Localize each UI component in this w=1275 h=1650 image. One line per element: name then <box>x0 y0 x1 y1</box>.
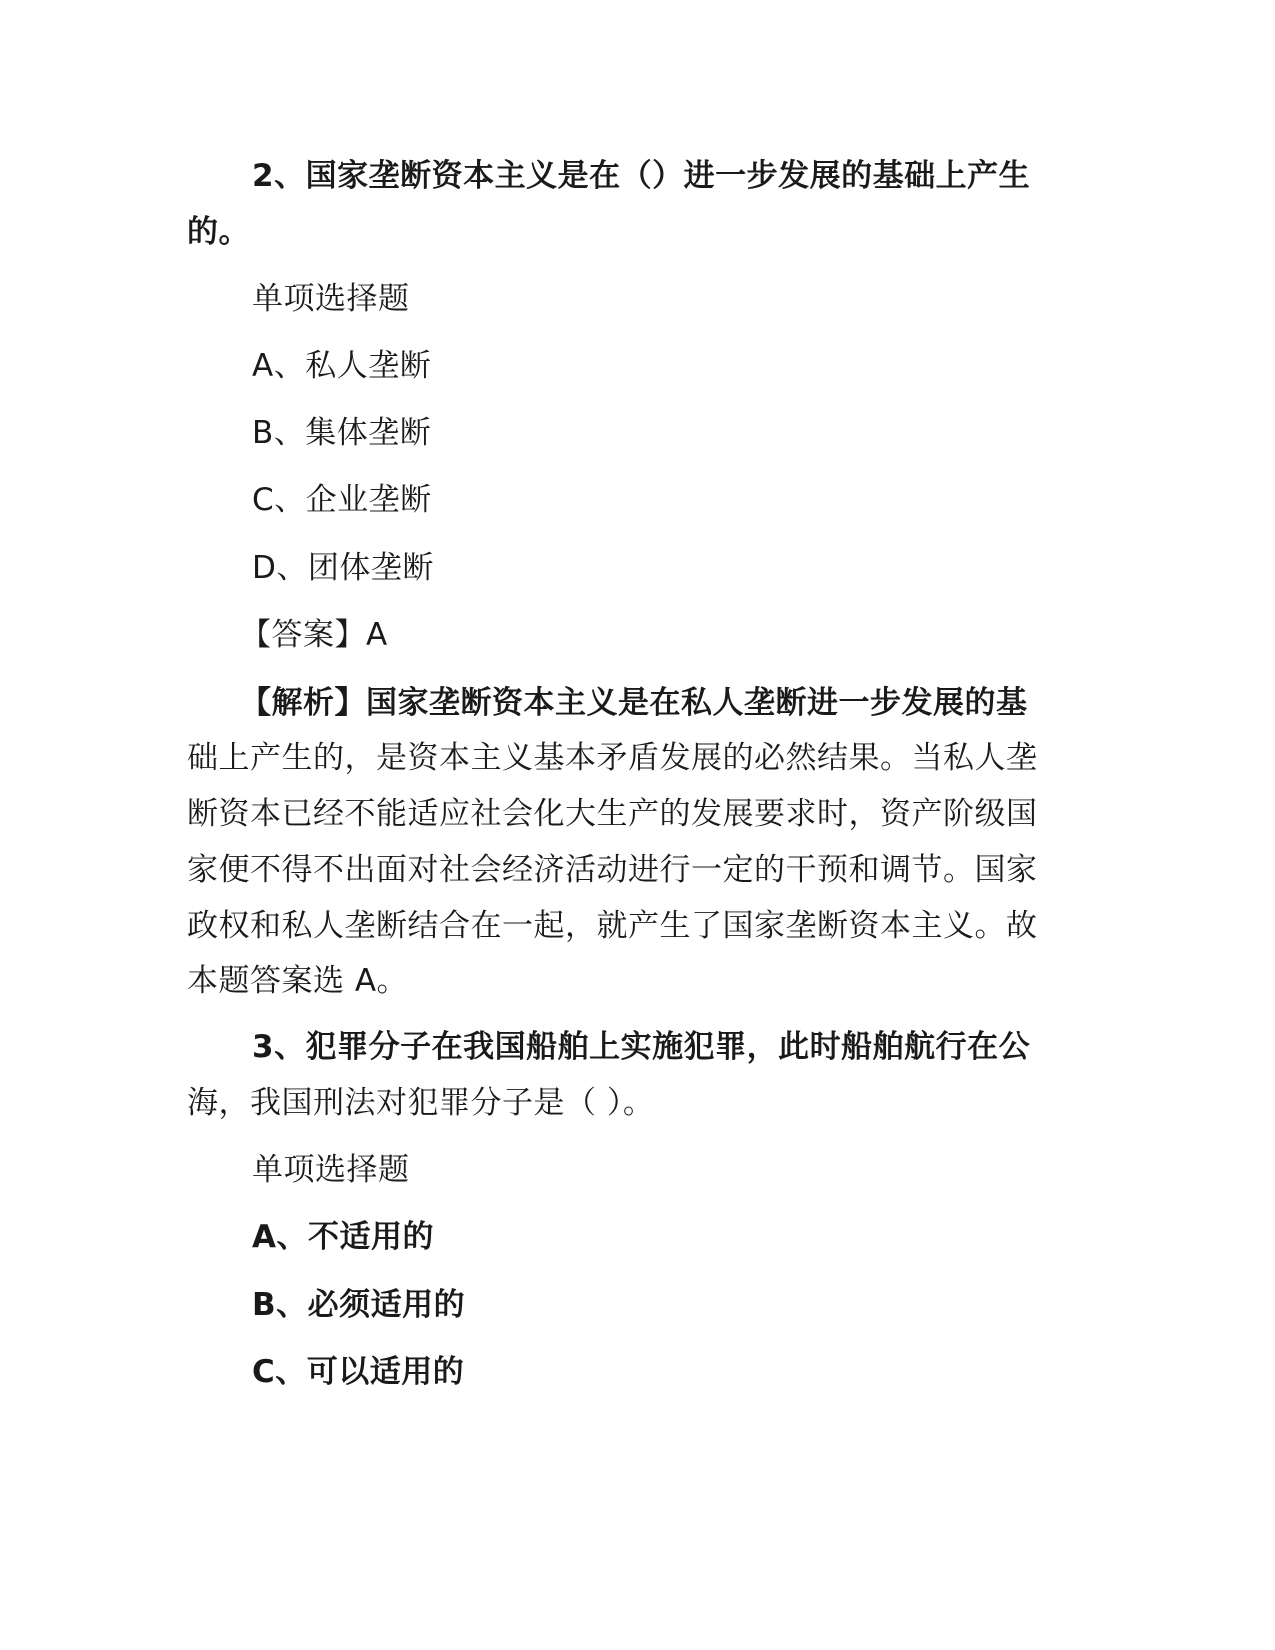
question-2-type: 单项选择题 <box>252 281 410 317</box>
question-2-option-a: A、私人垄断 <box>252 348 432 384</box>
question-2-option-c: C、企业垄断 <box>252 482 432 518</box>
question-3-stem-line-2: 海，我国刑法对犯罪分子是（ ）。 <box>187 1085 655 1121</box>
question-3-option-a: A、不适用的 <box>252 1219 434 1255</box>
question-3-option-c: C、可以适用的 <box>252 1354 465 1390</box>
question-2-option-b: B、集体垄断 <box>252 415 432 451</box>
question-2-analysis-line-6: 本题答案选 A。 <box>187 963 409 999</box>
question-2-answer: 【答案】A <box>240 617 388 653</box>
question-2-analysis-line-1: 【解析】国家垄断资本主义是在私人垄断进一步发展的基 <box>240 685 1028 721</box>
question-3-type: 单项选择题 <box>252 1152 410 1188</box>
question-2-stem-line-2: 的。 <box>187 214 250 250</box>
question-2-analysis-line-4: 家便不得不出面对社会经济活动进行一定的干预和调节。国家 <box>187 852 1038 888</box>
question-2-analysis-line-3: 断资本已经不能适应社会化大生产的发展要求时，资产阶级国 <box>187 796 1038 832</box>
question-2-analysis-line-5: 政权和私人垄断结合在一起，就产生了国家垄断资本主义。故 <box>187 908 1038 944</box>
question-2-stem-line-1: 2、国家垄断资本主义是在（）进一步发展的基础上产生 <box>252 158 1031 194</box>
question-3-stem-line-1: 3、犯罪分子在我国船舶上实施犯罪，此时船舶航行在公 <box>252 1029 1031 1065</box>
question-3-option-b: B、必须适用的 <box>252 1287 466 1323</box>
question-2-analysis-line-2: 础上产生的，是资本主义基本矛盾发展的必然结果。当私人垄 <box>187 740 1038 776</box>
question-2-option-d: D、团体垄断 <box>252 550 434 586</box>
